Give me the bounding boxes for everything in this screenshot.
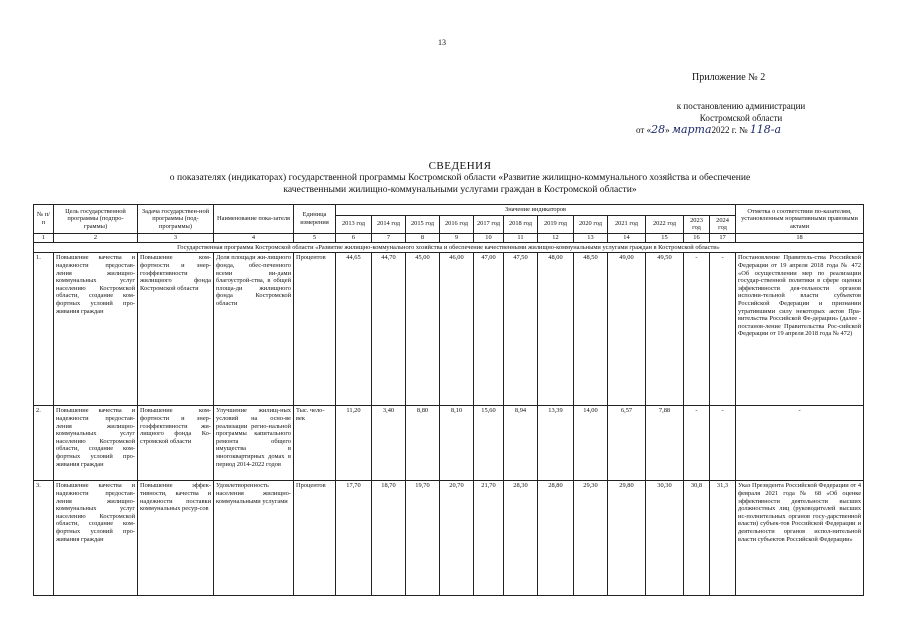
- row-num: 3.: [34, 481, 54, 596]
- th-unit: Единица измерения: [294, 205, 336, 234]
- row-value: 49,00: [608, 253, 646, 406]
- row-indicator: Улучшение жилищ-ных условий на осно-ве реализации регио-нальной программы капитального ремонта общего имущества в многоквартирных домах в период 2014-2022 годов: [214, 406, 294, 481]
- th-year: 2023 год: [684, 215, 710, 233]
- col-number: 18: [736, 233, 864, 242]
- column-numbers-row: [34, 233, 864, 242]
- row-value: 14,00: [574, 406, 608, 481]
- decree-mid: »: [665, 125, 670, 135]
- row-task: Повышение эффек-тивности, качества и надежности поставки коммунальных ресур-сов: [138, 481, 214, 596]
- th-year: 2024 год: [710, 215, 736, 233]
- row-goal: Повышение качества и надежности предостав-ления жилищно-коммунальных услуг населению Костромской области, создание ком-фортных условий про-живания граждан: [54, 406, 138, 481]
- row-task: Повышение ком-фортности и энер-гоэффективности жи-лищного фонда Ко-стромской области: [138, 406, 214, 481]
- th-year: 2017 год: [474, 215, 504, 233]
- col-number: 9: [440, 233, 474, 242]
- row-value: 48,00: [538, 253, 574, 406]
- decree-prefix: от «: [636, 125, 652, 135]
- row-value: 29,80: [608, 481, 646, 596]
- table-row: [34, 406, 864, 481]
- col-number: 15: [646, 233, 684, 242]
- page-number: 13: [438, 38, 446, 47]
- row-goal: Повышение качества и надежности предостав-ления жилищно-коммунальных услуг населению Костромской области, создание ком-фортных условий про-живания граждан: [54, 481, 138, 596]
- col-number: 13: [574, 233, 608, 242]
- row-unit: Процентов: [294, 481, 336, 596]
- header-row-1: [34, 205, 864, 216]
- row-value: 8,94: [504, 406, 538, 481]
- row-value: 29,30: [574, 481, 608, 596]
- th-year: 2021 год: [608, 215, 646, 233]
- row-value: 7,88: [646, 406, 684, 481]
- col-number: 2: [54, 233, 138, 242]
- th-indicator: Наименование пока-зателя: [214, 205, 294, 234]
- row-value: 46,00: [440, 253, 474, 406]
- th-year: 2016 год: [440, 215, 474, 233]
- col-number: 11: [504, 233, 538, 242]
- row-value: 44,70: [372, 253, 406, 406]
- decree-line-1: к постановлению администрации: [676, 101, 806, 111]
- col-number: 8: [406, 233, 440, 242]
- row-value: 48,50: [574, 253, 608, 406]
- row-value: 6,57: [608, 406, 646, 481]
- th-values: Значение индикаторов: [336, 205, 736, 216]
- title-line-1: о показателях (индикаторах) государственной программы Костромской области «Развитие жилищно-коммунального хозяйства и обеспечение: [169, 172, 751, 183]
- th-num: № п/п: [34, 205, 54, 234]
- row-value: -: [710, 406, 736, 481]
- row-value: 15,60: [474, 406, 504, 481]
- row-value: 21,70: [474, 481, 504, 596]
- row-value: 3,40: [372, 406, 406, 481]
- row-value: -: [684, 253, 710, 406]
- row-value: 19,70: [406, 481, 440, 596]
- col-number: 5: [294, 233, 336, 242]
- col-number: 10: [474, 233, 504, 242]
- row-value: 30,30: [646, 481, 684, 596]
- decree-line-2: Костромской области: [699, 113, 783, 123]
- row-value: -: [684, 406, 710, 481]
- row-num: 2.: [34, 406, 54, 481]
- row-task: Повышение ком-фортности и энер-гоэффективности жилищного фонда Костромской области: [138, 253, 214, 406]
- table-row: [34, 253, 864, 406]
- table-row: [34, 481, 864, 596]
- section-row: [34, 242, 864, 253]
- row-value: -: [710, 253, 736, 406]
- row-note: -: [736, 406, 864, 481]
- col-number: 6: [336, 233, 372, 242]
- row-value: 17,70: [336, 481, 372, 596]
- th-task: Задача государствен-ной программы (под-программы): [138, 205, 214, 234]
- row-value: 44,65: [336, 253, 372, 406]
- row-value: 8,10: [440, 406, 474, 481]
- row-note: Указ Президента Российской Федерации от 4 февраля 2021 года № 68 «Об оценке эффективности деятельности высших должностных лиц (руководителей высших ис-полнительных органов госу-дарственной власти) субъек-тов Российской Федерации и деятельности органов испол-нительной власти субъектов Российской Федерации»: [736, 481, 864, 596]
- row-unit: Процентов: [294, 253, 336, 406]
- title-line-2: качественными жилищно-коммунальными услугами граждан в Костромской области»: [283, 184, 637, 195]
- handwritten-number: 118-а: [749, 123, 782, 136]
- row-goal: Повышение качества и надежности предостав-ления жилищно-коммунальных услуг населению Костромской области, создание ком-фортных условий про-живания граждан: [54, 253, 138, 406]
- row-value: 30,8: [684, 481, 710, 596]
- th-year: 2013 год: [336, 215, 372, 233]
- row-value: 13,39: [538, 406, 574, 481]
- col-number: 1: [34, 233, 54, 242]
- th-year: 2018 год: [504, 215, 538, 233]
- decree-year: 2022 г. №: [711, 125, 748, 135]
- row-value: 49,50: [646, 253, 684, 406]
- title-heading: СВЕДЕНИЯ: [428, 160, 492, 172]
- row-value: 47,50: [504, 253, 538, 406]
- th-goal: Цель государственной программы (подпро-граммы): [54, 205, 138, 234]
- row-value: 47,00: [474, 253, 504, 406]
- col-number: 7: [372, 233, 406, 242]
- row-value: 20,70: [440, 481, 474, 596]
- handwritten-month: марта: [671, 123, 712, 136]
- th-year: 2020 год: [574, 215, 608, 233]
- col-number: 3: [138, 233, 214, 242]
- row-indicator: Доля площади жи-лищного фонда, обес-печенного всеми ви-дами благоустрой-ства, в общей площа-ди жилищного фонда Костромской области: [214, 253, 294, 406]
- decree-reference: [636, 100, 836, 136]
- col-number: 16: [684, 233, 710, 242]
- appendix-label: Приложение № 2: [692, 72, 766, 83]
- document-title: [150, 160, 770, 196]
- handwritten-day: 28: [651, 123, 666, 136]
- row-indicator: Удовлетворенность населения жилищно-коммунальными услугами: [214, 481, 294, 596]
- col-number: 12: [538, 233, 574, 242]
- row-value: 11,20: [336, 406, 372, 481]
- row-note: Постановление Правитель-ства Российской Федерации от 19 апреля 2018 года № 472 «Об осуществлении мер по реализации государ-ственной политики в сфере оценки эффективности дея-тельности органов исполни-тельной власти субъектов Российской Федерации и признании утратившими силу некоторых актов Пра-вительства Российской Фе-дерации» (далее - постанов-ление Правительства Рос-сийской Федерации от 19 апреля 2018 года № 472): [736, 253, 864, 406]
- row-value: 28,80: [538, 481, 574, 596]
- col-number: 17: [710, 233, 736, 242]
- indicators-table: [33, 204, 864, 596]
- col-number: 14: [608, 233, 646, 242]
- row-num: 1.: [34, 253, 54, 406]
- th-year: 2019 год: [538, 215, 574, 233]
- row-value: 31,3: [710, 481, 736, 596]
- th-year: 2014 год: [372, 215, 406, 233]
- th-note: Отметка о соответствии по-казателям, установленным нормативными правовыми актами: [736, 205, 864, 234]
- th-year: 2022 год: [646, 215, 684, 233]
- section-title: Государственная программа Костромской области «Развитие жилищно-коммунального хозяйства и обеспечение качественными жилищно-коммунальными услугами граждан в Костромской области»: [34, 242, 864, 253]
- row-value: 8,80: [406, 406, 440, 481]
- row-value: 28,30: [504, 481, 538, 596]
- row-unit: Тыс. чело-век: [294, 406, 336, 481]
- th-year: 2015 год: [406, 215, 440, 233]
- row-value: 18,70: [372, 481, 406, 596]
- row-value: 45,00: [406, 253, 440, 406]
- decree-date-line: [636, 124, 836, 136]
- col-number: 4: [214, 233, 294, 242]
